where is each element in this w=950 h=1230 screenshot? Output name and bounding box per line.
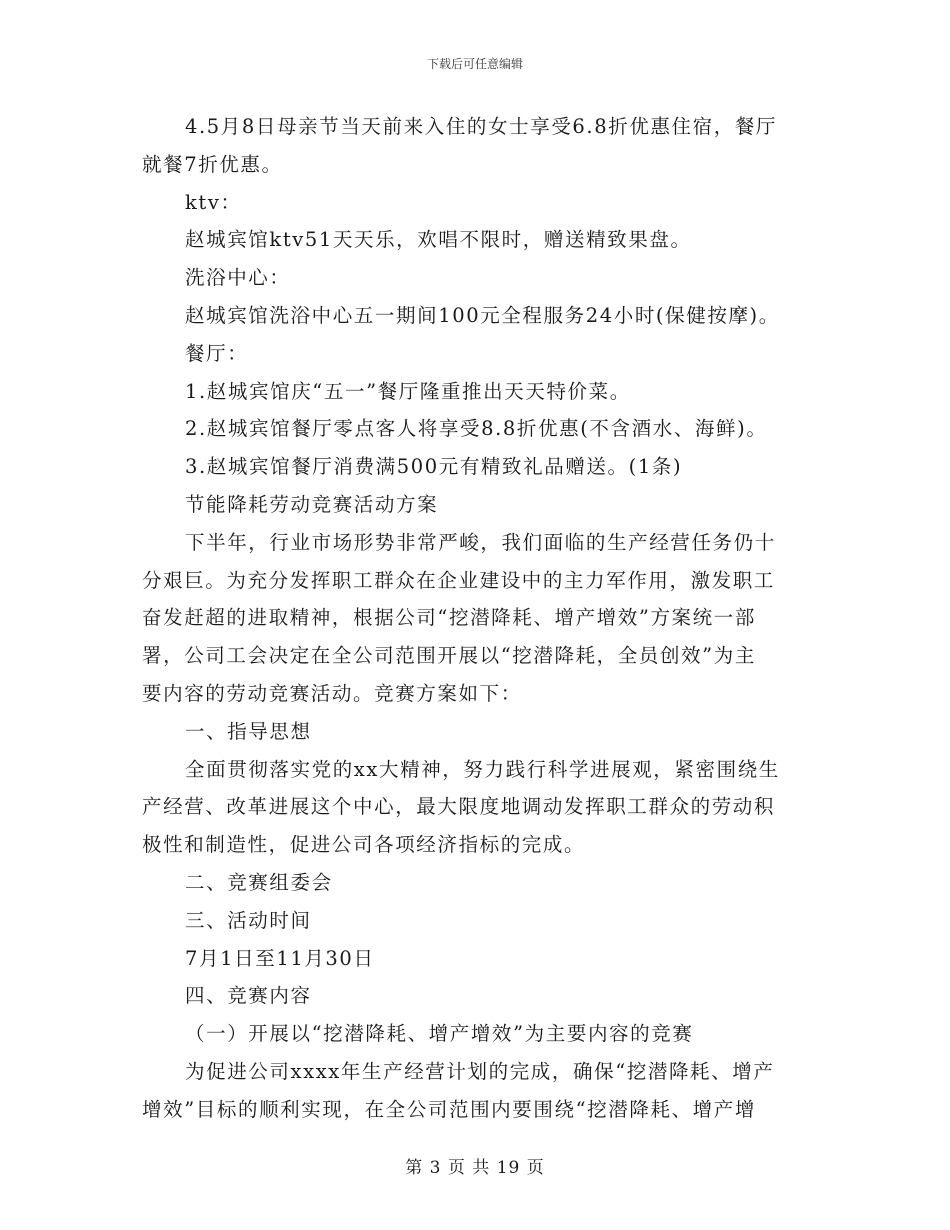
text-line: 全面贯彻落实党的xx大精神，努力践行科学进展观，紧密围绕生	[185, 757, 780, 781]
text-line: 极性和制造性，促进公司各项经济指标的完成。	[142, 833, 586, 857]
section-heading: 四、竞赛内容	[185, 984, 312, 1008]
text-line: 2.赵城宾馆餐厅零点客人将享受8.8折优惠(不含酒水、海鲜)。	[185, 417, 768, 441]
text-line: 署，公司工会决定在全公司范围开展以“挖潜降耗，全员创效”为主	[142, 644, 756, 668]
subsection-heading: （一）开展以“挖潜降耗、增产增效”为主要内容的竞赛	[185, 1022, 694, 1046]
text-line: 产经营、改革进展这个中心，最大限度地调动发挥职工群众的劳动积	[142, 795, 776, 819]
page-header: 下载后可任意编辑	[426, 57, 523, 71]
text-line: 要内容的劳动竞赛活动。竞赛方案如下：	[142, 681, 522, 705]
text-line: 就餐7折优惠。	[142, 152, 283, 176]
page-number: 第 3 页 共 19 页	[405, 1158, 545, 1178]
text-line: 1.赵城宾馆庆“五一”餐厅隆重推出天天特价菜。	[185, 379, 631, 403]
text-line: 洗浴中心：	[185, 266, 291, 290]
section-title: 节能降耗劳动竞赛活动方案	[185, 492, 439, 516]
text-line: 为促进公司xxxx年生产经营计划的完成，确保“挖潜降耗、增产	[185, 1059, 775, 1083]
text-line: 分艰巨。为充分发挥职工群众在企业建设中的主力军作用，激发职工	[142, 568, 776, 592]
text-line: ktv：	[185, 190, 242, 214]
text-line: 奋发赶超的进取精神，根据公司“挖潜降耗、增产增效”方案统一部	[142, 606, 756, 630]
text-line: 增效”目标的顺利实现，在全公司范围内要围绕“挖潜降耗、增产增	[142, 1097, 756, 1121]
section-heading: 二、竞赛组委会	[185, 870, 333, 894]
text-line: 赵城宾馆ktv51天天乐，欢唱不限时，赠送精致果盘。	[185, 228, 692, 252]
text-line: 4.5月8日母亲节当天前来入住的女士享受6.8折优惠住宿，餐厅	[185, 115, 778, 138]
document-body	[142, 108, 812, 1129]
text-line: 下半年，行业市场形势非常严峻，我们面临的生产经营任务仍十	[185, 530, 776, 554]
text-line: 3.赵城宾馆餐厅消费满500元有精致礼品赠送。(1条)	[185, 455, 683, 479]
section-heading: 一、指导思想	[185, 719, 312, 743]
text-line: 赵城宾馆洗浴中心五一期间100元全程服务24小时(保健按摩)。	[185, 303, 780, 327]
text-line: 7月1日至11月30日	[185, 946, 375, 970]
text-line: 餐厅：	[185, 341, 249, 365]
section-heading: 三、活动时间	[185, 908, 312, 932]
